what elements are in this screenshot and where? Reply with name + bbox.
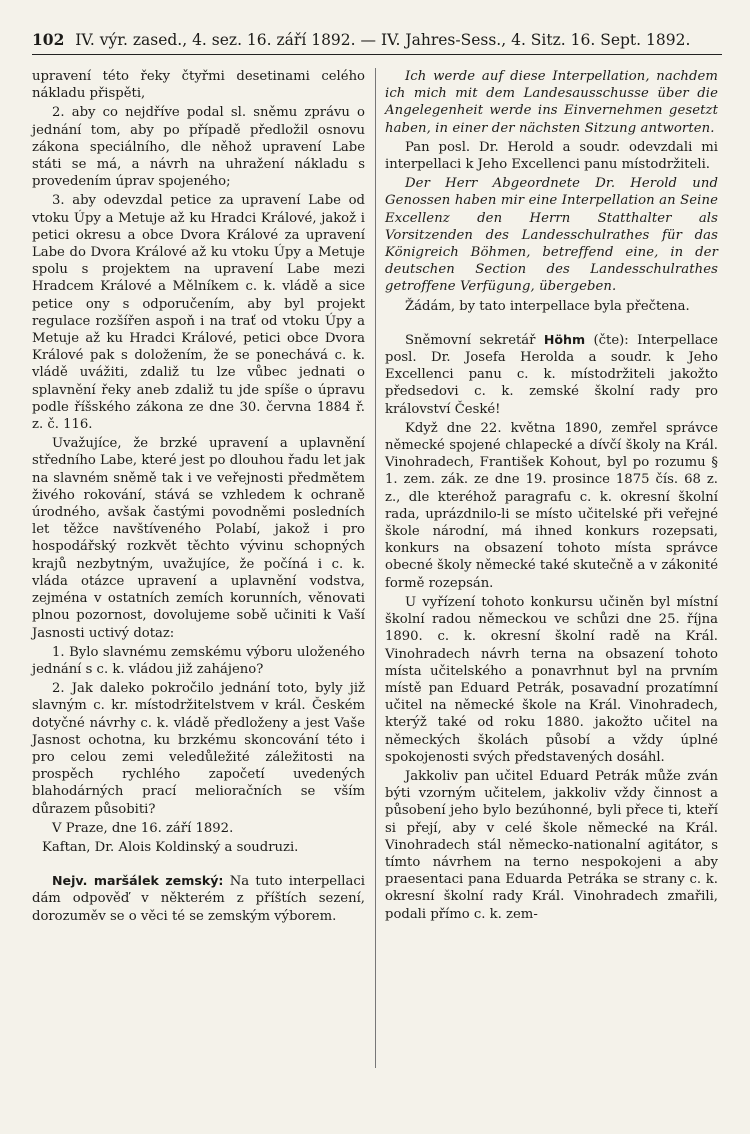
paragraph: Když dne 22. května 1890, zemřel správce německé spojené chlapecké a dívčí školy na Král. Vinohradech, František Kohout, byl po rozumu § 1. zem. zák. ze dne 19. prosince 1875 čís. 68 z. z., dle kteréhož paragrafu c. k. okresní školní rada, uprázdnilo-li se místo učitelské při veřejné škole národní, má ihned konkurs rozepsati, konkurs na obsazení tohoto místa správce obecné školy německé také skutečně a v zákonité formě rozepsán. [385,420,718,591]
paragraph: U vyřízení tohoto konkursu učiněn byl místní školní radou německou ve schůzi dne 25. října 1890. c. k. okresní školní radě na Král. Vinohradech návrh terna na obsazení tohoto místa učitelského a ponavrhnut byl na prvním místě pan Eduard Petrák, posavadní prozatímní učitel na německé škole na Král. Vinohradech, kterýž také od roku 1880. jakožto učitel na německých školách působí a vždy úplné spokojenosti svých představených dosáhl. [385,594,718,765]
paragraph: 2. aby co nejdříve podal sl. sněmu zprávu o jednání tom, aby po případě předložil osnovu zákona speciálního, dle něhož upravení Labe státi se má, a návrh na uhražení nákladu s provedením úprav spojeného; [32,105,365,190]
paragraph: 2. Jak daleko pokročilo jednání toto, byly již slavným c. kr. místodržitelstvem v král. Českém dotyčné návrhy c. k. vládě předloženy a jest Vaše Jasnost ochotna, ku brzkému skoncování této i pro celou zemi veledůležité záležitosti na prospěch rychlého započetí uvedených blahodárných prací melioračních se vším důrazem působiti? [32,681,365,817]
speaker-text: Na tuto interpellaci dám odpověď v některém z příštích sezení, dorozuměv se o věci té se zemským výborem. [32,874,365,924]
secretary-paragraph [385,331,718,418]
header-rule [32,54,722,55]
paragraph: 1. Bylo slavnému zemskému výboru uloženého jednání s c. k. vládou již zahájeno? [32,644,365,677]
paragraph: V Praze, dne 16. září 1892. [52,820,234,836]
left-column [32,68,365,927]
paragraph: Žádám, by tato interpellace byla přečtena. [405,298,690,314]
right-column [385,68,718,925]
speaker-name: Nejv. maršálek zemský: [52,873,224,889]
column-divider [375,68,376,1068]
page-header [32,30,722,49]
speaker-paragraph [32,872,365,925]
running-title: IV. výr. zased., 4. sez. 16. září 1892. — IV. Jahres-Sess., 4. Sitz. 16. Sept. 1892. [75,31,691,49]
paragraph: Uvažujíce, že brzké upravení a uplavnění středního Labe, které jest po dlouhou řadu let jak na slavném sněmě tak i ve veřejnosti předmětem živého rokování, stává se vzhledem k ochraně úrodného, avšak častými povodněmi posledních let těžce navštíveného Polabí, jakož i pro hospodářský rozkvět těchto vývinu schopných krajů nezbytným, uvažujíce, že počíná i c. k. vláda otázce upravení a uplavnění vodstva, zejména v ostatních zemích korunních, věnovati plnou pozornost, dovolujeme sobě učiniti k Vaší Jasnosti uctivý dotaz: [32,436,365,641]
paragraph: upravení této řeky čtyřmi desetinami celého nákladu přispěti, [32,69,365,102]
paragraph: Ich werde auf diese Interpellation, nachdem ich mich mit dem Landesausschusse über die Angelegenheit werde ins Einvernehmen gesetzt haben, in einer der nächsten Sitzung antworten. [385,69,718,136]
paragraph: Der Herr Abgeordnete Dr. Herold und Genossen haben mir eine Interpellation an Seine Excellenz den Herrn Statthalter als Vorsitzenden des Landesschulrathes für das Königreich Böhmen, betreffend eine, in der deutschen Section des Landesschulrathes getroffene Verfügung, übergeben. [385,176,718,295]
paragraph: 3. aby odevzdal petice za upravení Labe od vtoku Úpy a Metuje až ku Hradci Králové, jakož i petici okresu a obce Dvora Králové za upravení Labe do Dvora Králové až ku vtoku Úpy a Metuje spolu s projektem na upravení Labe mezi Hradcem Králové a Mělníkem c. k. vládě a sice petice ony s odporučením, aby byl projekt regulace rozšířen aspoň i na trať od vtoku Úpy a Metuje až ku Hradci Králové, petici obce Dvora Králové pak s doložením, že se ponechává c. k. vládě uvážiti, zdaliž tu lze vůbec jednati o splavnění řeky aneb zdaliž tu jde spíše o úpravu podle říšského zákona ze dne 30. června 1884 ř. z. č. 116. [32,193,365,433]
paragraph: Pan posl. Dr. Herold a soudr. odevzdali mi interpellaci k Jeho Excellenci panu místodržiteli. [385,139,718,173]
page-number: 102 [32,30,65,49]
secretary-text: (čte): Interpellace posl. Dr. Josefa Herolda a soudr. k Jeho Excellenci panu c. k. místodržiteli jakožto předsedovi c. k. zemské školní rady pro království České! [385,332,718,417]
paragraph: Jakkoliv pan učitel Eduard Petrák může zván býti vzorným učitelem, jakkoliv vždy činnost a působení jeho bylo bezúhonné, byli přece ti, kteří si přejí, aby v celé škole německé na Král. Vinohradech stál německo-nationalní agitátor, s tímto návrhem na terno nespokojeni a aby praesentaci pana Eduarda Petráka se strany c. k. okresní školní rady Král. Vinohradech zmařili, podali přímo c. k. zem- [385,768,718,922]
secretary-prefix: Sněmovní sekretář [405,332,536,348]
signature: Kaftan, Dr. Alois Koldinský a soudruzi. [42,839,299,855]
secretary-name: Höhm [543,331,586,347]
